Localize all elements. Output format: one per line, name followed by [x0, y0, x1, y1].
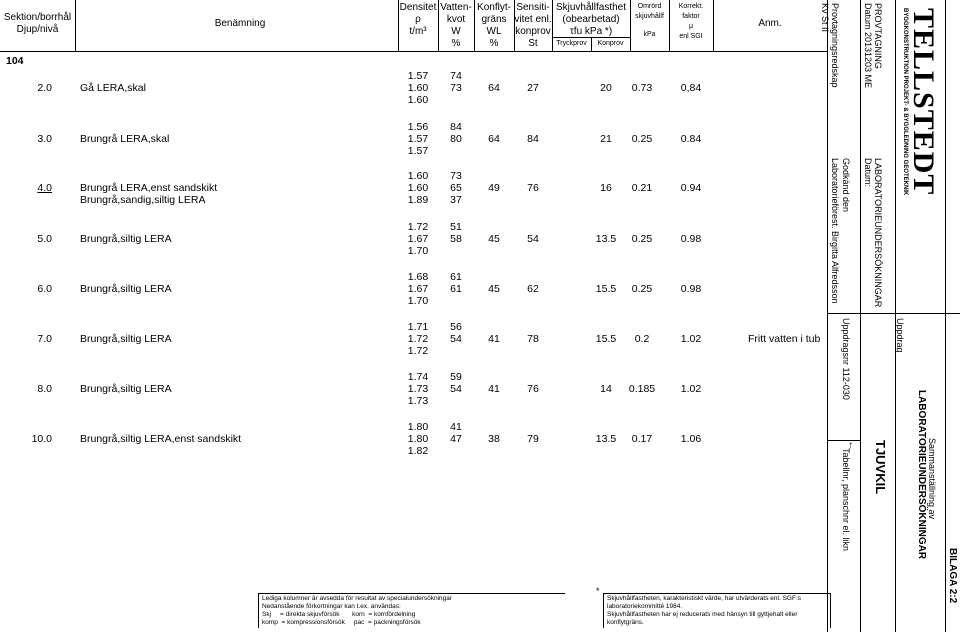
soil-description-2: Brungrå,sandig,siltig LERA: [80, 194, 206, 206]
sammanstallning-label: Sammanställning av: [927, 438, 937, 520]
water-content-value: 84: [450, 121, 462, 133]
liquid-limit-value: 49: [488, 182, 500, 194]
density-value: 1.72: [407, 221, 429, 233]
density-value: 1.71: [407, 321, 429, 333]
remoulded-strength-value: 0.185: [628, 383, 656, 395]
provtagningsredskap-label: Provtagningsredskap: [830, 3, 840, 88]
cone-test-value: 13.5: [595, 233, 617, 245]
density-value: 1.60: [407, 82, 429, 94]
remoulded-strength-value: 0.21: [631, 182, 653, 194]
water-content-value: 51: [450, 221, 462, 233]
sensitivity-value: 62: [527, 283, 539, 295]
side-hline: [895, 313, 960, 314]
header-konprov: Konprov: [597, 40, 624, 47]
sensitivity-value: 54: [527, 233, 539, 245]
footnote-star: *: [596, 586, 600, 596]
borrhal-number: 104: [6, 55, 24, 67]
lab-title: LABORATORIEUNDERSÖKNINGAR: [873, 158, 883, 308]
depth-cell: 4.0: [37, 182, 52, 194]
remoulded-strength-value: 0.25: [631, 233, 653, 245]
sammanstallning-title: LABORATORIEUNDERSÖKNINGAR: [916, 390, 927, 560]
density-value: 1.89: [407, 194, 429, 206]
liquid-limit-value: 45: [488, 283, 500, 295]
density-value: 1.67: [407, 233, 429, 245]
density-value: 1.73: [407, 395, 429, 407]
density-value: 1.57: [407, 133, 429, 145]
tellstedt-logo-subtitle: BYGGKONSTRUKTION PROJEKT- & BYGGLEDNING GEOTEKNIK: [902, 8, 908, 196]
side-divider: [860, 0, 861, 632]
provtagning-title: PROVTAGNING: [873, 3, 883, 69]
density-value: 1.80: [407, 421, 429, 433]
density-value: 1.72: [407, 333, 429, 345]
header-vattenkvot: Vatten- kvot W %: [440, 2, 472, 49]
density-value: 1.57: [407, 70, 429, 82]
water-content-value: 73: [450, 82, 462, 94]
correction-factor-value: 1.02: [680, 383, 702, 395]
water-content-value: 54: [450, 333, 462, 345]
soil-description: Brungrå,siltig LERA: [80, 333, 172, 345]
water-content-value: 61: [450, 283, 462, 295]
provtagning-datum: Datum 20131203 ME: [863, 3, 873, 89]
tellstedt-logo: TELLSTEDT: [907, 8, 940, 196]
sensitivity-value: 76: [527, 383, 539, 395]
header-konflytgrans: Konflyt- gräns WL %: [477, 2, 511, 49]
density-value: 1.74: [407, 371, 429, 383]
density-value: 1.80: [407, 433, 429, 445]
liquid-limit-value: 64: [488, 133, 500, 145]
soil-description: Brungrå,siltig LERA,enst sandskikt: [80, 433, 242, 445]
liquid-limit-value: 64: [488, 82, 500, 94]
depth-cell: 5.0: [37, 233, 52, 245]
remoulded-strength-value: 0.2: [634, 333, 650, 345]
water-content-value: 47: [450, 433, 462, 445]
correction-factor-value: 1.02: [680, 333, 702, 345]
uppdrag-value: TJUVKIL: [873, 440, 888, 495]
correction-factor-value: 0.98: [680, 283, 702, 295]
water-content-value: 74: [450, 70, 462, 82]
correction-factor-value: 1.06: [680, 433, 702, 445]
cone-test-value: 21: [600, 133, 612, 145]
liquid-limit-value: 38: [488, 433, 500, 445]
density-value: 1.68: [407, 271, 429, 283]
remoulded-strength-value: 0.73: [631, 82, 653, 94]
footnote-abbreviations: Lediga kolumner är avsedda för resultat av specialundersökningar Nedanstående förkortningar kan t.ex. användas: Skj = direkta skjuvförsök korn = kornfördelning komp = kompressionsförsök pac = packningsförsök: [258, 593, 565, 628]
depth-cell: 3.0: [37, 133, 52, 145]
side-divider: [945, 0, 946, 632]
cone-test-value: 14: [600, 383, 612, 395]
water-content-value: 56: [450, 321, 462, 333]
correction-factor-value: 0.94: [680, 182, 702, 194]
provtagningsredskap-value: Kv St II: [820, 3, 830, 33]
density-value: 1.72: [407, 345, 429, 357]
header-korrektionsfaktor: Korrekt. faktor μ enl SGI: [678, 3, 704, 40]
soil-description: Brungrå,siltig LERA: [80, 233, 172, 245]
water-content-value: 41: [450, 421, 462, 433]
depth-cell: 8.0: [37, 383, 52, 395]
side-hline: [827, 440, 860, 441]
soil-description: Brungrå LERA,skal: [80, 133, 170, 145]
density-value: 1.70: [407, 245, 429, 257]
water-content-value: 58: [450, 233, 462, 245]
cone-test-value: 16: [600, 182, 612, 194]
remoulded-strength-value: 0.17: [631, 433, 653, 445]
footnote-shear-strength: Skjuvhållfastheten, karakteristiskt värde, har utvärderats enl. SGF:s laboratoriekommitté 1984. Skjuvhållfastheten har ej reducerats med hänsyn till gyttjehalt eller konflytgräns.: [603, 593, 831, 628]
laboratorieforestandare: Laboratorieförest. Birgitta Alfredsson: [830, 158, 840, 304]
density-value: 1.67: [407, 283, 429, 295]
density-value: 1.60: [407, 94, 429, 106]
water-content-value: 37: [450, 194, 462, 206]
soil-description: Brungrå LERA,enst sandskikt: [80, 182, 218, 194]
density-value: 1.73: [407, 383, 429, 395]
sensitivity-value: 78: [527, 333, 539, 345]
header-omrord: Omrörd skjuvhållf kPa: [635, 3, 664, 38]
side-panel-border: [827, 0, 828, 632]
col-divider: [75, 0, 76, 51]
depth-cell: 2.0: [37, 82, 52, 94]
cone-test-value: 13.5: [595, 433, 617, 445]
header-benamning: Benämning: [214, 18, 266, 29]
sensitivity-value: 84: [527, 133, 539, 145]
depth-cell: 7.0: [37, 333, 52, 345]
godkand-den: Godkänd den: [841, 158, 851, 213]
depth-cell: 10.0: [31, 433, 52, 445]
correction-factor-value: 0.98: [680, 233, 702, 245]
header-tryckprov: Tryckprov: [556, 40, 587, 47]
density-value: 1.60: [407, 182, 429, 194]
header-skjuvhallfasthet: Skjuvhållfasthet (obearbetad) τfu kPa *): [555, 2, 627, 37]
header-bottom-line: [0, 51, 827, 52]
header-sektion: Sektion/borrhål Djup/nivå: [3, 12, 72, 35]
uppdragsnr: Uppdragsnr 112-030: [841, 318, 851, 400]
uppdrag-label: Uppdrag: [895, 318, 905, 353]
arrow-up-icon: ↑: [848, 440, 853, 451]
correction-factor-value: 0.84: [680, 133, 702, 145]
water-content-value: 73: [450, 170, 462, 182]
water-content-value: 65: [450, 182, 462, 194]
correction-factor-value: 0,84: [680, 82, 702, 94]
liquid-limit-value: 41: [488, 333, 500, 345]
cone-test-value: 20: [600, 82, 612, 94]
liquid-limit-value: 45: [488, 233, 500, 245]
cone-test-value: 15.5: [595, 283, 617, 295]
sensitivity-value: 76: [527, 182, 539, 194]
density-value: 1.60: [407, 170, 429, 182]
water-content-value: 54: [450, 383, 462, 395]
tabellnr: Tabellnr, planschnr el. likn: [841, 448, 851, 552]
depth-cell: 6.0: [37, 283, 52, 295]
remark-value: Fritt vatten i tub: [748, 333, 821, 345]
density-value: 1.70: [407, 295, 429, 307]
cone-test-value: 15.5: [595, 333, 617, 345]
water-content-value: 80: [450, 133, 462, 145]
soil-description: Brungrå,siltig LERA: [80, 383, 172, 395]
remoulded-strength-value: 0.25: [631, 133, 653, 145]
soil-description: Brungrå,siltig LERA: [80, 283, 172, 295]
header-densitet: Densitet ρ t/m³: [399, 2, 437, 37]
density-value: 1.57: [407, 145, 429, 157]
liquid-limit-value: 41: [488, 383, 500, 395]
bilaga-number: BILAGA 2:2: [947, 548, 958, 604]
density-value: 1.56: [407, 121, 429, 133]
header-anm: Anm.: [758, 18, 782, 29]
sensitivity-value: 27: [527, 82, 539, 94]
sensitivity-value: 79: [527, 433, 539, 445]
remoulded-strength-value: 0.25: [631, 283, 653, 295]
side-divider: [895, 0, 896, 632]
density-value: 1.82: [407, 445, 429, 457]
soil-description: Gå LERA,skal: [80, 82, 146, 94]
water-content-value: 59: [450, 371, 462, 383]
water-content-value: 61: [450, 271, 462, 283]
lab-datum: Datum:: [863, 158, 873, 188]
side-hline: [827, 313, 895, 314]
header-sensitivitet: Sensiti- vitet enl. konprov St: [514, 2, 552, 49]
